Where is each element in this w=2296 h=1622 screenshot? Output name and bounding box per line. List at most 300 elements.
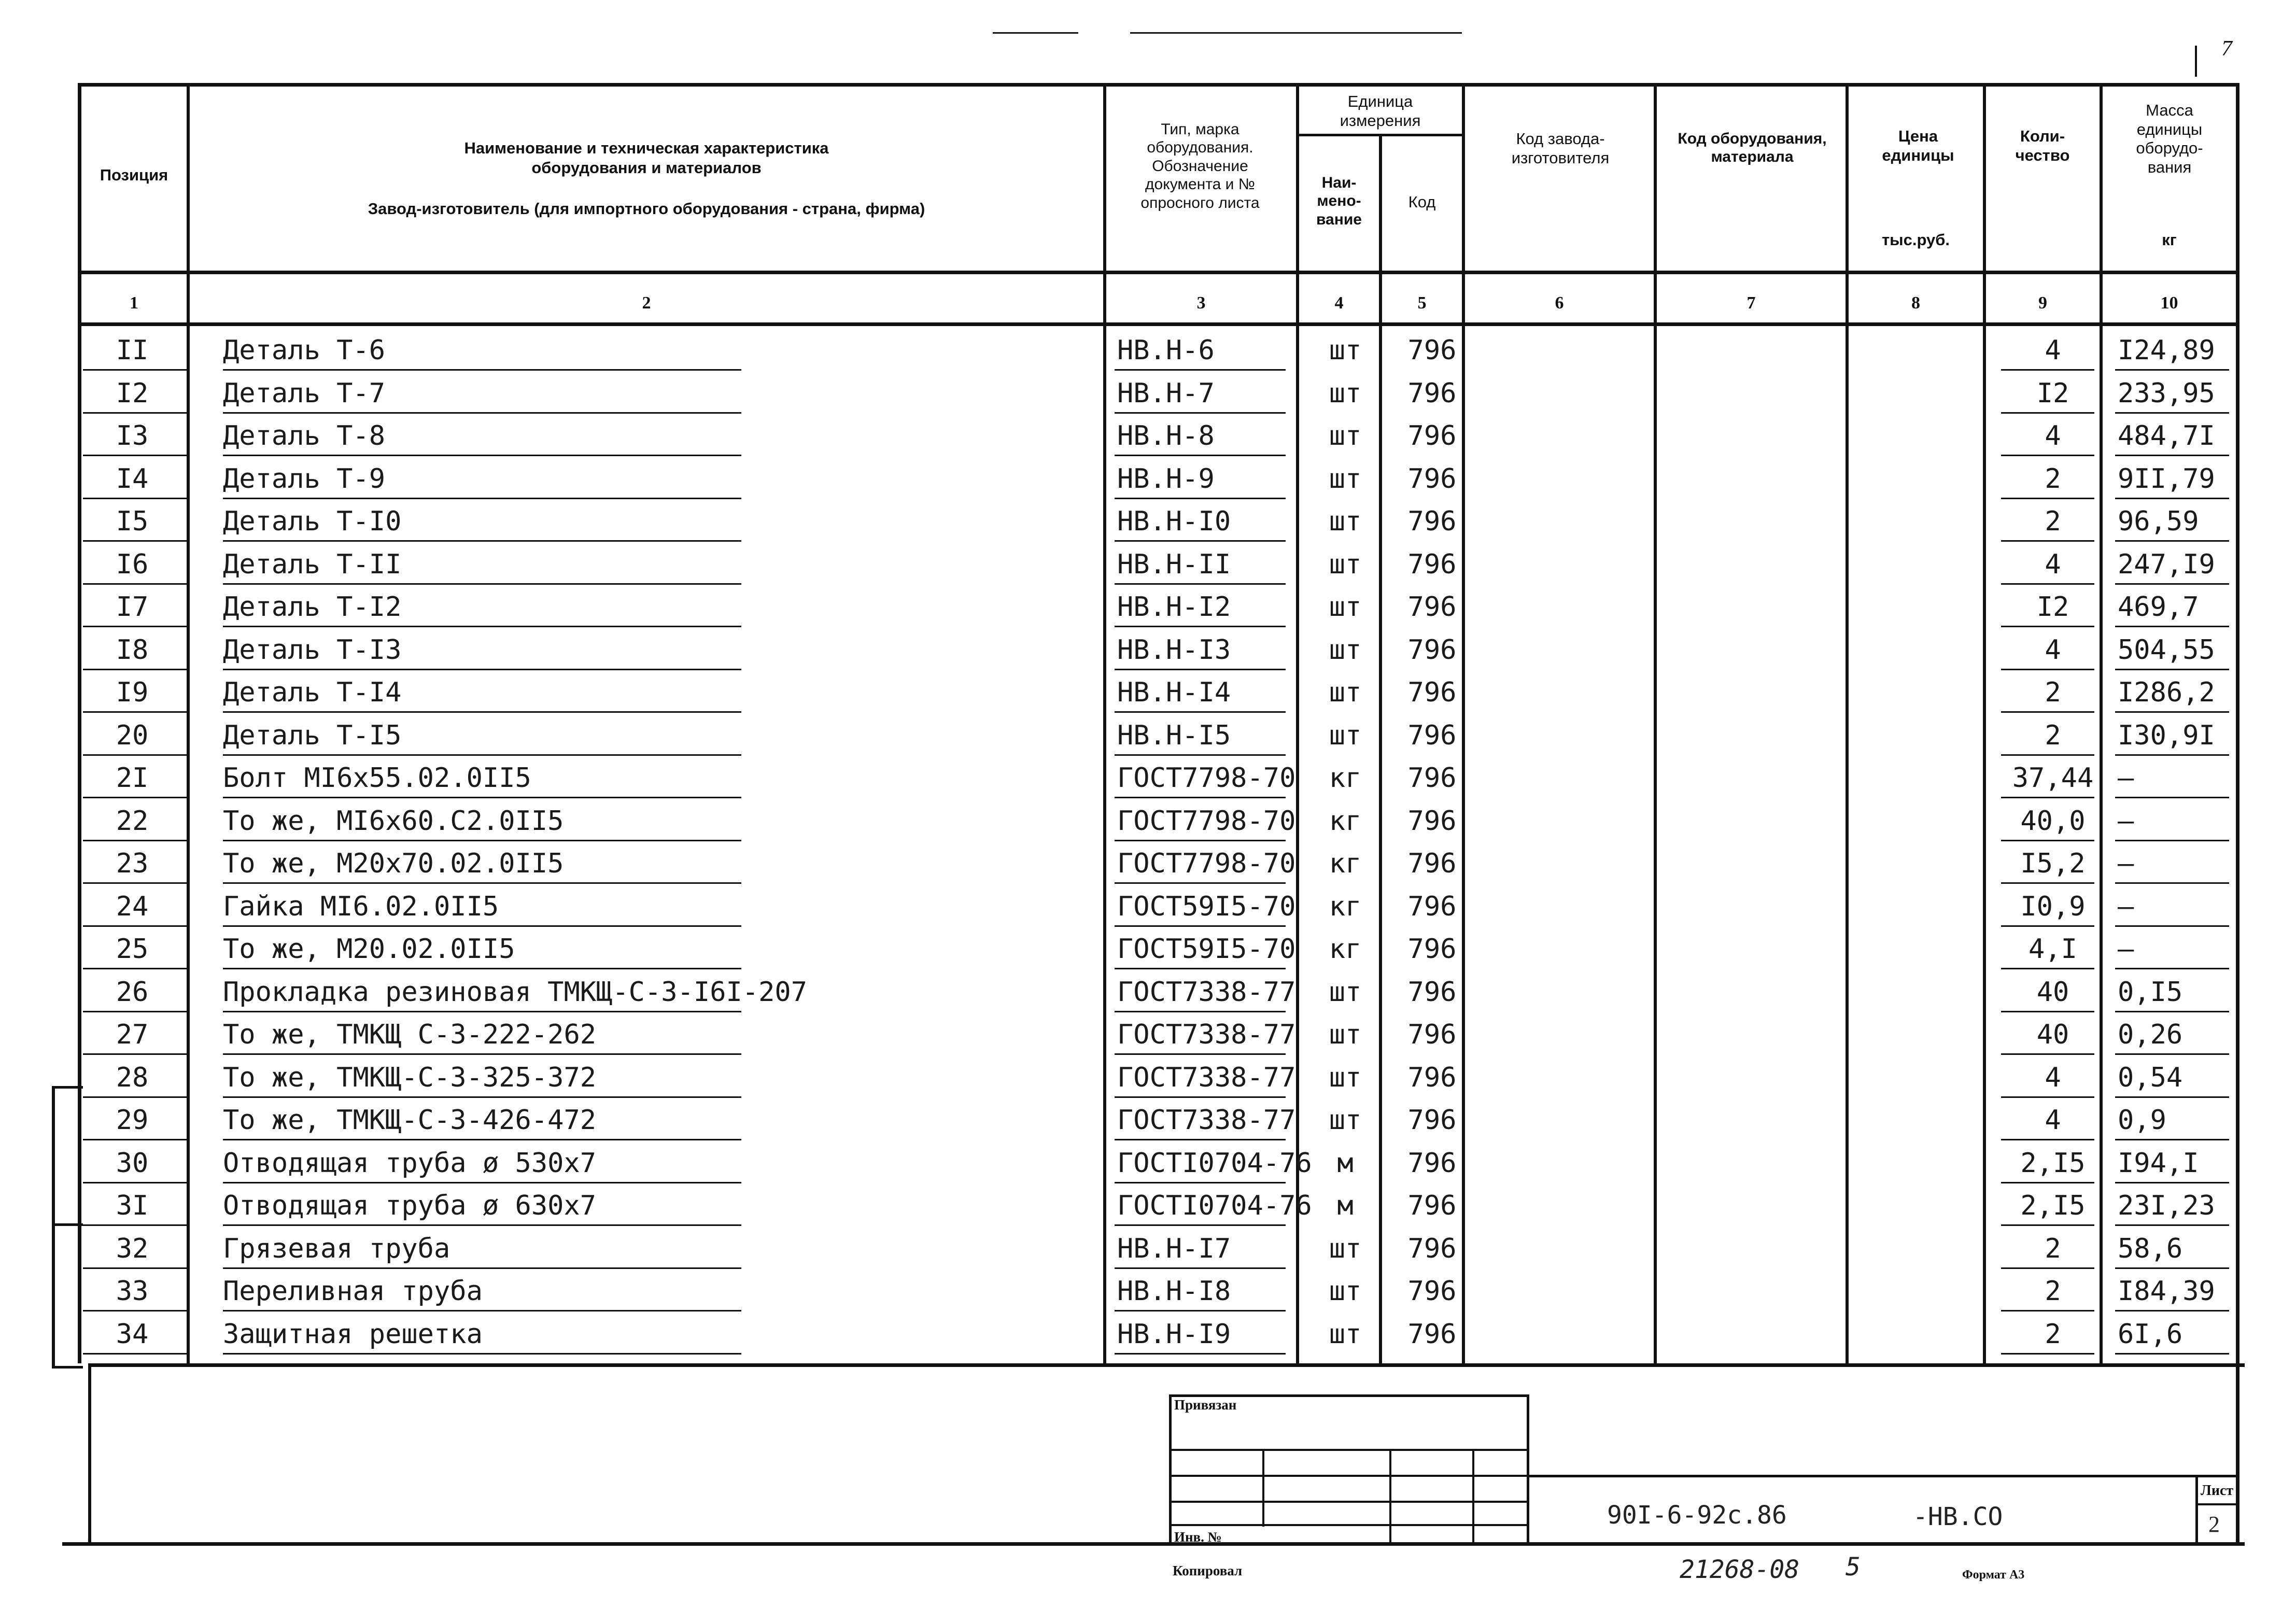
cell-mass: – [2118, 763, 2134, 794]
cell-name: Отводящая труба ø 630х7 [223, 1190, 597, 1221]
row-underline [2001, 968, 2094, 969]
row-underline [2001, 1011, 2094, 1012]
cell-mark: НВ.Н-I0 [1117, 506, 1231, 537]
cell-code: 796 [1407, 977, 1457, 1008]
cell-unit: шт [1329, 549, 1362, 580]
row-underline [2001, 1267, 2094, 1269]
cell-code: 796 [1407, 806, 1457, 837]
cell-unit: шт [1329, 1276, 1362, 1307]
row-underline [83, 882, 187, 884]
cell-name: Деталь Т-6 [223, 335, 386, 366]
cell-qty: 2,I5 [2020, 1190, 2086, 1221]
cell-pos: 27 [116, 1019, 149, 1050]
cell-mark: НВ.Н-I4 [1117, 677, 1231, 708]
cell-code: 796 [1407, 1148, 1457, 1179]
cell-qty: 2 [2045, 463, 2061, 495]
cell-qty: 40 [2036, 977, 2069, 1008]
cell-mass: 469,7 [2118, 591, 2199, 623]
archive-sheet: 5 [1846, 1553, 1861, 1582]
cell-name: Прокладка резиновая ТМКЩ-С-3-I6I-207 [223, 977, 808, 1008]
cell-code: 796 [1407, 677, 1457, 708]
cell-name: Деталь Т-I3 [223, 634, 402, 666]
row-underline [2115, 968, 2229, 969]
row-underline [2001, 882, 2094, 884]
column-number: 4 [1334, 293, 1344, 313]
cell-mark: НВ.Н-8 [1117, 420, 1215, 452]
cell-name: Деталь Т-8 [223, 420, 386, 452]
row-underline [2115, 412, 2229, 414]
cell-name: То же, МI6х60.С2.0II5 [223, 806, 564, 837]
cell-name: Переливная труба [223, 1276, 483, 1307]
row-underline [2115, 1310, 2229, 1311]
cell-mark: ГОСТ7798-70 [1117, 806, 1296, 837]
cell-mark: ГОСТ59I5-70 [1117, 934, 1296, 965]
header-position: Позиция [100, 166, 168, 184]
row-underline [2115, 583, 2229, 585]
row-underline [1115, 369, 1286, 371]
cell-pos: 29 [116, 1105, 149, 1136]
cell-qty: I2 [2036, 378, 2069, 409]
row-underline [1115, 882, 1286, 884]
header-price-unit: тыс.руб. [1881, 231, 1950, 249]
cell-name: Болт МI6х55.02.0II5 [223, 763, 531, 794]
row-underline [83, 711, 187, 713]
row-underline [83, 583, 187, 585]
cell-pos: 20 [116, 720, 149, 751]
row-underline [2115, 882, 2229, 884]
row-underline [1115, 1053, 1286, 1055]
row-underline [1115, 1096, 1286, 1098]
row-underline [83, 840, 187, 841]
stamp-inventory-label: Инв. № [1174, 1529, 1222, 1545]
row-underline [2001, 797, 2094, 798]
row-underline [1115, 968, 1286, 969]
row-underline [83, 1224, 187, 1226]
row-underline [2001, 583, 2094, 585]
row-underline [83, 1310, 187, 1311]
row-underline [223, 925, 741, 927]
cell-mark: НВ.Н-I5 [1117, 720, 1231, 751]
row-underline [83, 1353, 187, 1355]
cell-mass: 247,I9 [2118, 549, 2215, 580]
row-underline [83, 968, 187, 969]
cell-code: 796 [1407, 549, 1457, 580]
row-underline [2115, 1267, 2229, 1269]
row-underline [223, 840, 741, 841]
cell-unit: кг [1329, 763, 1362, 794]
row-underline [1115, 840, 1286, 841]
row-underline [2001, 840, 2094, 841]
cell-name: То же, М20.02.0II5 [223, 934, 515, 965]
row-underline [223, 1353, 741, 1355]
cell-pos: 24 [116, 891, 149, 922]
stamp-sheet-number: 2 [2208, 1512, 2220, 1537]
row-underline [2115, 626, 2229, 627]
row-underline [2115, 455, 2229, 456]
cell-mass: 504,55 [2118, 634, 2215, 666]
row-underline [83, 1096, 187, 1098]
row-underline [1115, 455, 1286, 456]
row-underline [83, 626, 187, 627]
cell-mass: I84,39 [2118, 1276, 2215, 1307]
cell-unit: шт [1329, 677, 1362, 708]
row-underline [2115, 1053, 2229, 1055]
cell-unit: шт [1329, 1233, 1362, 1264]
cell-code: 796 [1407, 506, 1457, 537]
row-underline [1115, 1353, 1286, 1355]
cell-unit: кг [1329, 934, 1362, 965]
document-suffix: -НВ.СО [1913, 1502, 2003, 1531]
cell-unit: шт [1329, 463, 1362, 495]
cell-qty: I0,9 [2020, 891, 2086, 922]
row-underline [223, 1096, 741, 1098]
cell-name: Деталь Т-II [223, 549, 402, 580]
row-underline [223, 1139, 741, 1140]
row-underline [1115, 925, 1286, 927]
row-underline [223, 968, 741, 969]
cell-name: Деталь Т-7 [223, 378, 386, 409]
row-underline [1115, 1139, 1286, 1140]
row-underline [2001, 754, 2094, 756]
cell-qty: 2 [2045, 1276, 2061, 1307]
header-material-code: Код оборудования, материала [1678, 130, 1827, 166]
row-underline [223, 1224, 741, 1226]
row-underline [2115, 1011, 2229, 1012]
header-name-line1: Наименование и техническая характеристика [464, 139, 829, 157]
cell-mass: 0,I5 [2118, 977, 2183, 1008]
cell-pos: I6 [116, 549, 149, 580]
row-underline [2115, 498, 2229, 499]
row-underline [83, 369, 187, 371]
cell-name: Деталь Т-9 [223, 463, 386, 495]
cell-name: Деталь Т-I5 [223, 720, 402, 751]
row-underline [1115, 797, 1286, 798]
cell-pos: I8 [116, 634, 149, 666]
cell-pos: 32 [116, 1233, 149, 1264]
row-underline [83, 455, 187, 456]
cell-mass: 96,59 [2118, 506, 2199, 537]
row-underline [1115, 583, 1286, 585]
header-quantity: Коли-чество [2015, 127, 2070, 164]
cell-unit: кг [1329, 848, 1362, 879]
cell-name: Деталь Т-I0 [223, 506, 402, 537]
row-underline [83, 1011, 187, 1012]
cell-mark: НВ.Н-I7 [1117, 1233, 1231, 1264]
row-underline [223, 1267, 741, 1269]
cell-qty: 40,0 [2020, 806, 2086, 837]
column-number: 9 [2038, 293, 2047, 313]
cell-unit: шт [1329, 720, 1362, 751]
cell-unit: шт [1329, 1019, 1362, 1050]
cell-mass: – [2118, 891, 2134, 922]
row-underline [2001, 1310, 2094, 1311]
cell-qty: 4 [2045, 549, 2061, 580]
cell-name: То же, ТМКЩ-С-3-426-472 [223, 1105, 597, 1136]
row-underline [223, 882, 741, 884]
cell-code: 796 [1407, 1233, 1457, 1264]
row-underline [2115, 1353, 2229, 1355]
cell-qty: 4 [2045, 1105, 2061, 1136]
row-underline [223, 583, 741, 585]
sheet-corner-mark: 7 [2221, 37, 2232, 61]
row-underline [1115, 1310, 1286, 1311]
cell-pos: 33 [116, 1276, 149, 1307]
cell-unit: м [1337, 1190, 1354, 1221]
cell-mark: ГОСТ7798-70 [1117, 763, 1296, 794]
cell-pos: I7 [116, 591, 149, 623]
stamp-sheet-label: Лист [2201, 1483, 2234, 1499]
row-underline [223, 626, 741, 627]
cell-name: Грязевая труба [223, 1233, 450, 1264]
cell-pos: I2 [116, 378, 149, 409]
cell-code: 796 [1407, 1276, 1457, 1307]
cell-mark: НВ.Н-7 [1117, 378, 1215, 409]
cell-qty: 37,44 [2012, 763, 2094, 794]
row-underline [2001, 1096, 2094, 1098]
column-number: 1 [130, 293, 138, 313]
row-underline [223, 1310, 741, 1311]
column-number: 2 [642, 293, 651, 313]
header-mass: Масса единицы оборудо-вания [2136, 101, 2203, 176]
row-underline [1115, 540, 1286, 542]
row-underline [83, 797, 187, 798]
header-price: Цена единицы [1882, 127, 1954, 164]
row-underline [1115, 412, 1286, 414]
row-underline [2115, 1096, 2229, 1098]
cell-mass: 58,6 [2118, 1233, 2183, 1264]
column-number: 5 [1417, 293, 1427, 313]
cell-qty: 2 [2045, 1233, 2061, 1264]
cell-mark: ГОСТ59I5-70 [1117, 891, 1296, 922]
cell-mass: 9II,79 [2118, 463, 2215, 495]
row-underline [2115, 1224, 2229, 1226]
row-underline [2001, 412, 2094, 414]
cell-qty: 4 [2045, 420, 2061, 452]
cell-unit: шт [1329, 634, 1362, 666]
header-unit-code: Код [1408, 193, 1436, 211]
cell-mass: I94,I [2118, 1148, 2199, 1179]
cell-code: 796 [1407, 1319, 1457, 1350]
row-underline [223, 1011, 741, 1012]
cell-qty: 2,I5 [2020, 1148, 2086, 1179]
cell-pos: 22 [116, 806, 149, 837]
row-underline [1115, 1224, 1286, 1226]
cell-mark: НВ.Н-I9 [1117, 1319, 1231, 1350]
row-underline [83, 1182, 187, 1183]
row-underline [83, 412, 187, 414]
header-unit-group: Единица измерения [1340, 92, 1421, 130]
stamp-copied-label: Копировал [1173, 1563, 1243, 1578]
cell-pos: 28 [116, 1062, 149, 1093]
cell-mass: – [2118, 806, 2134, 837]
row-underline [2115, 754, 2229, 756]
row-underline [83, 669, 187, 670]
cell-name: Защитная решетка [223, 1319, 483, 1350]
cell-code: 796 [1407, 378, 1457, 409]
cell-mark: ГОСТ7338-77 [1117, 1105, 1296, 1136]
cell-mark: НВ.Н-I2 [1117, 591, 1231, 623]
row-underline [2115, 1139, 2229, 1140]
row-underline [223, 669, 741, 670]
row-underline [223, 1053, 741, 1055]
cell-code: 796 [1407, 1062, 1457, 1093]
row-underline [83, 1053, 187, 1055]
row-underline [2115, 925, 2229, 927]
row-underline [2115, 669, 2229, 670]
row-underline [223, 1182, 741, 1183]
row-underline [2115, 711, 2229, 713]
row-underline [2001, 1139, 2094, 1140]
cell-mark: ГОСТI0704-76 [1117, 1190, 1312, 1221]
row-underline [2001, 925, 2094, 927]
row-underline [1115, 754, 1286, 756]
cell-qty: 40 [2036, 1019, 2069, 1050]
header-factory-code: Код завода-изготовителя [1511, 130, 1610, 167]
cell-pos: II [116, 335, 149, 366]
cell-pos: 34 [116, 1319, 149, 1350]
cell-mark: НВ.Н-6 [1117, 335, 1215, 366]
cell-mass: – [2118, 848, 2134, 879]
row-underline [2001, 455, 2094, 456]
row-underline [223, 412, 741, 414]
row-underline [2115, 369, 2229, 371]
column-number: 8 [1911, 293, 1920, 313]
cell-qty: 2 [2045, 720, 2061, 751]
cell-pos: 30 [116, 1148, 149, 1179]
cell-code: 796 [1407, 891, 1457, 922]
column-number: 10 [2160, 293, 2178, 313]
row-underline [1115, 669, 1286, 670]
row-underline [2115, 840, 2229, 841]
cell-pos: I3 [116, 420, 149, 452]
cell-pos: 26 [116, 977, 149, 1008]
row-underline [1115, 1267, 1286, 1269]
row-underline [2001, 540, 2094, 542]
cell-mark: НВ.Н-II [1117, 549, 1231, 580]
cell-code: 796 [1407, 591, 1457, 623]
cell-name: Гайка МI6.02.0II5 [223, 891, 499, 922]
cell-name: Деталь Т-I4 [223, 677, 402, 708]
cell-name: Деталь Т-I2 [223, 591, 402, 623]
cell-pos: 23 [116, 848, 149, 879]
cell-mass: 0,26 [2118, 1019, 2183, 1050]
cell-pos: 2I [116, 763, 149, 794]
header-type-mark: Тип, марка оборудования. Обозначение документа и № опросного листа [1140, 121, 1260, 211]
row-underline [83, 498, 187, 499]
cell-code: 796 [1407, 463, 1457, 495]
cell-qty: 4 [2045, 335, 2061, 366]
cell-code: 796 [1407, 934, 1457, 965]
cell-unit: шт [1329, 378, 1362, 409]
header-name-line3: Завод-изготовитель (для импортного оборудования - страна, фирма) [368, 200, 925, 218]
cell-mark: НВ.Н-I8 [1117, 1276, 1231, 1307]
row-underline [223, 455, 741, 456]
document-code: 90I-6-92с.86 [1607, 1501, 1787, 1530]
column-number: 7 [1746, 293, 1756, 313]
row-underline [2001, 1224, 2094, 1226]
cell-qty: 2 [2045, 677, 2061, 708]
cell-mass: I286,2 [2118, 677, 2215, 708]
row-underline [223, 797, 741, 798]
cell-mark: ГОСТ7338-77 [1117, 1062, 1296, 1093]
row-underline [2001, 1353, 2094, 1355]
column-number: 6 [1555, 293, 1564, 313]
cell-mass: 6I,6 [2118, 1319, 2183, 1350]
cell-qty: I2 [2036, 591, 2069, 623]
cell-code: 796 [1407, 720, 1457, 751]
cell-mass: 233,95 [2118, 378, 2215, 409]
row-underline [223, 498, 741, 499]
cell-mass: I24,89 [2118, 335, 2215, 366]
row-underline [1115, 498, 1286, 499]
cell-unit: шт [1329, 1062, 1362, 1093]
archive-number: 21268-08 [1680, 1555, 1800, 1584]
cell-mark: НВ.Н-9 [1117, 463, 1215, 495]
cell-qty: 4 [2045, 634, 2061, 666]
cell-code: 796 [1407, 763, 1457, 794]
cell-name: Отводящая труба ø 530х7 [223, 1148, 597, 1179]
cell-qty: I5,2 [2020, 848, 2086, 879]
row-underline [83, 540, 187, 542]
row-underline [2115, 1182, 2229, 1183]
row-underline [2001, 669, 2094, 670]
cell-unit: шт [1329, 420, 1362, 452]
cell-unit: шт [1329, 977, 1362, 1008]
cell-code: 796 [1407, 335, 1457, 366]
cell-unit: шт [1329, 1105, 1362, 1136]
row-underline [223, 369, 741, 371]
row-underline [2001, 626, 2094, 627]
header-mass-unit: кг [2162, 231, 2177, 249]
row-underline [2001, 498, 2094, 499]
cell-unit: кг [1329, 806, 1362, 837]
row-underline [2001, 711, 2094, 713]
cell-mass: 0,54 [2118, 1062, 2183, 1093]
row-underline [2115, 797, 2229, 798]
column-number: 3 [1196, 293, 1206, 313]
cell-code: 796 [1407, 420, 1457, 452]
stamp-format-label: Формат А3 [1962, 1568, 2025, 1582]
cell-code: 796 [1407, 1105, 1457, 1136]
cell-mark: ГОСТI0704-76 [1117, 1148, 1312, 1179]
cell-mark: НВ.Н-I3 [1117, 634, 1231, 666]
header-name-line2: оборудования и материалов [531, 159, 762, 177]
row-underline [223, 540, 741, 542]
cell-name: То же, ТМКЩ-С-3-325-372 [223, 1062, 597, 1093]
cell-mass: 23I,23 [2118, 1190, 2215, 1221]
stamp-attached-label: Привязан [1174, 1397, 1237, 1413]
row-underline [1115, 711, 1286, 713]
row-underline [1115, 626, 1286, 627]
row-underline [1115, 1011, 1286, 1012]
cell-name: То же, ТМКЩ С-3-222-262 [223, 1019, 597, 1050]
row-underline [83, 1139, 187, 1140]
row-underline [223, 754, 741, 756]
cell-pos: I4 [116, 463, 149, 495]
row-underline [83, 754, 187, 756]
row-underline [83, 1267, 187, 1269]
cell-code: 796 [1407, 848, 1457, 879]
cell-mark: ГОСТ7338-77 [1117, 977, 1296, 1008]
cell-mass: 484,7I [2118, 420, 2215, 452]
cell-unit: кг [1329, 891, 1362, 922]
row-underline [2001, 369, 2094, 371]
cell-code: 796 [1407, 1190, 1457, 1221]
row-underline [2001, 1182, 2094, 1183]
cell-code: 796 [1407, 1019, 1457, 1050]
cell-unit: шт [1329, 1319, 1362, 1350]
cell-mass: – [2118, 934, 2134, 965]
